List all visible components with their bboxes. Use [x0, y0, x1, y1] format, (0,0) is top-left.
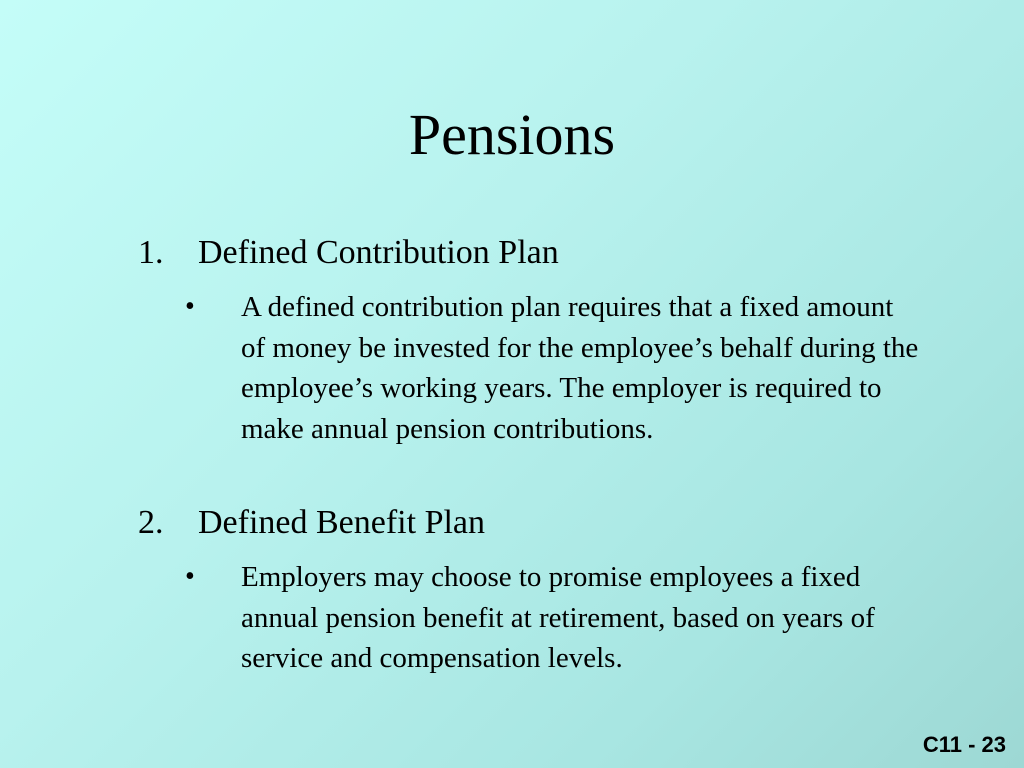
bullet-icon: • — [185, 291, 195, 322]
slide-title: Pensions — [408, 102, 616, 167]
bullet-text: A defined contribution plan requires that a fixed amount of money be invested for the employee’s behalf during the employee’s working years. The employer is required to make annual pension contributions. — [241, 291, 919, 445]
list-item-number: 1. — [138, 234, 164, 271]
list-item-heading: Defined Contribution Plan — [198, 234, 559, 271]
bullet-icon: • — [185, 561, 195, 592]
list-item-number: 2. — [138, 504, 164, 541]
slide-number: C11 - 23 — [922, 732, 1006, 757]
bullet-text: Employers may choose to promise employees a fixed annual pension benefit at retirement, based on years of service and compensation levels. — [241, 561, 875, 674]
list-item-heading: Defined Benefit Plan — [198, 504, 486, 541]
